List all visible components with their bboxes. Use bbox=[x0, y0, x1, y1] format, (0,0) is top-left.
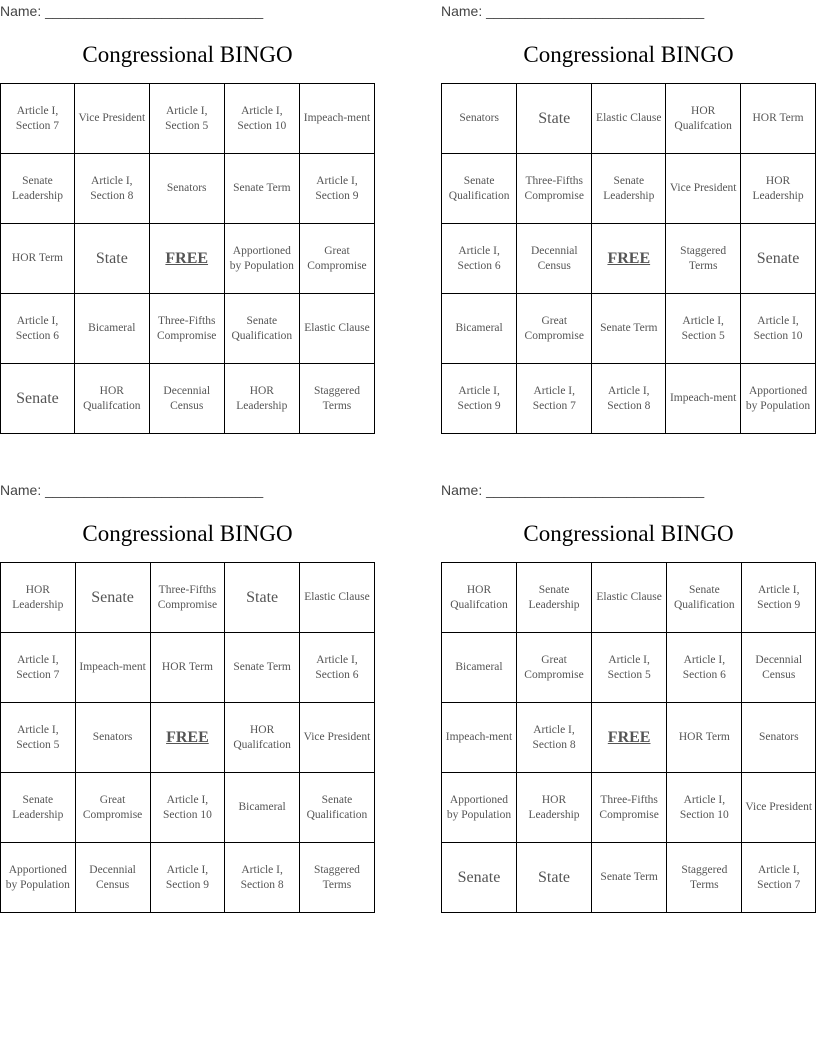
grid-row bbox=[1, 703, 375, 773]
bingo-cell: Senate bbox=[75, 563, 150, 633]
bingo-grid bbox=[441, 83, 816, 434]
bingo-cell: Senate bbox=[1, 364, 75, 434]
bingo-cell: Impeach-ment bbox=[299, 84, 374, 154]
grid-row bbox=[442, 563, 816, 633]
grid-row bbox=[1, 364, 375, 434]
bingo-cell: Impeach-ment bbox=[666, 364, 741, 434]
bingo-cell: Vice President bbox=[666, 154, 741, 224]
bingo-cell: Senators bbox=[149, 154, 224, 224]
bingo-card-3 bbox=[0, 479, 375, 914]
bingo-cell: Article I, Section 8 bbox=[592, 364, 666, 434]
bingo-cell: Impeach-ment bbox=[75, 633, 150, 703]
bingo-cell: Elastic Clause bbox=[592, 84, 666, 154]
name-field[interactable]: Name: ____________________________ bbox=[441, 482, 705, 498]
grid-row bbox=[1, 224, 375, 294]
bingo-cell: Senators bbox=[75, 703, 150, 773]
bingo-cell: Staggered Terms bbox=[299, 843, 374, 913]
free-space: FREE bbox=[592, 703, 667, 773]
bingo-cell: Article I, Section 5 bbox=[666, 294, 741, 364]
bingo-cell: HOR Leadership bbox=[516, 773, 591, 843]
card-title: Congressional BINGO bbox=[82, 42, 293, 67]
bingo-cell: Article I, Section 10 bbox=[667, 773, 742, 843]
bingo-cell: Article I, Section 8 bbox=[516, 703, 591, 773]
bingo-cell: Great Compromise bbox=[516, 633, 591, 703]
bingo-cell: Article I, Section 5 bbox=[592, 633, 667, 703]
bingo-cell: Article I, Section 10 bbox=[150, 773, 225, 843]
bingo-cell: Article I, Section 7 bbox=[517, 364, 592, 434]
bingo-cell: Three-Fifths Compromise bbox=[517, 154, 592, 224]
bingo-cell: Elastic Clause bbox=[592, 563, 667, 633]
bingo-cell: State bbox=[225, 563, 300, 633]
grid-row bbox=[442, 154, 816, 224]
bingo-cell: HOR Term bbox=[667, 703, 742, 773]
bingo-cell: HOR Term bbox=[150, 633, 225, 703]
bingo-cell: Decennial Census bbox=[742, 633, 816, 703]
bingo-cell: Senate Qualification bbox=[442, 154, 517, 224]
bingo-cell: Article I, Section 10 bbox=[741, 294, 816, 364]
bingo-cell: Senate Term bbox=[225, 633, 300, 703]
bingo-cell: Senate Leadership bbox=[592, 154, 666, 224]
bingo-cell: Three-Fifths Compromise bbox=[150, 563, 225, 633]
bingo-cell: Senate Leadership bbox=[516, 563, 591, 633]
bingo-cell: Decennial Census bbox=[149, 364, 224, 434]
bingo-cell: State bbox=[516, 843, 591, 913]
bingo-cell: HOR Term bbox=[1, 224, 75, 294]
bingo-cell: Senate Leadership bbox=[1, 773, 76, 843]
bingo-cell: Article I, Section 5 bbox=[1, 703, 76, 773]
bingo-cell: Bicameral bbox=[74, 294, 149, 364]
bingo-cell: Article I, Section 7 bbox=[1, 84, 75, 154]
free-space: FREE bbox=[149, 224, 224, 294]
bingo-cell: State bbox=[517, 84, 592, 154]
bingo-cell: Senate Leadership bbox=[1, 154, 75, 224]
bingo-cell: HOR Leadership bbox=[224, 364, 299, 434]
bingo-cell: HOR Qualifcation bbox=[666, 84, 741, 154]
grid-row bbox=[1, 633, 375, 703]
grid-row bbox=[442, 773, 816, 843]
bingo-cell: Senate bbox=[741, 224, 816, 294]
bingo-cell: State bbox=[74, 224, 149, 294]
grid-row bbox=[442, 703, 816, 773]
bingo-cell: Article I, Section 7 bbox=[1, 633, 76, 703]
bingo-cell: Senate Term bbox=[592, 294, 666, 364]
bingo-cell: Article I, Section 9 bbox=[150, 843, 225, 913]
bingo-cell: Staggered Terms bbox=[299, 364, 374, 434]
bingo-cell: Three-Fifths Compromise bbox=[592, 773, 667, 843]
bingo-cell: Elastic Clause bbox=[299, 563, 374, 633]
grid-row bbox=[442, 364, 816, 434]
bingo-cell: Decennial Census bbox=[75, 843, 150, 913]
bingo-cell: Senators bbox=[742, 703, 816, 773]
bingo-cell: Apportioned by Population bbox=[442, 773, 517, 843]
bingo-cell: Senate Term bbox=[224, 154, 299, 224]
free-space: FREE bbox=[592, 224, 666, 294]
bingo-cell: HOR Leadership bbox=[1, 563, 76, 633]
bingo-cell: Article I, Section 6 bbox=[1, 294, 75, 364]
bingo-cell: Great Compromise bbox=[517, 294, 592, 364]
bingo-cell: Staggered Terms bbox=[666, 224, 741, 294]
bingo-cell: Article I, Section 10 bbox=[224, 84, 299, 154]
bingo-cell: Senate bbox=[442, 843, 517, 913]
bingo-cell: Bicameral bbox=[442, 633, 517, 703]
grid-row bbox=[1, 843, 375, 913]
bingo-cell: Bicameral bbox=[225, 773, 300, 843]
bingo-cell: Article I, Section 9 bbox=[442, 364, 517, 434]
grid-row bbox=[442, 84, 816, 154]
bingo-cell: Article I, Section 6 bbox=[667, 633, 742, 703]
bingo-grid bbox=[441, 562, 816, 913]
name-field[interactable]: Name: ____________________________ bbox=[0, 3, 264, 19]
bingo-cell: Vice President bbox=[74, 84, 149, 154]
bingo-cell: Great Compromise bbox=[299, 224, 374, 294]
bingo-cell: Apportioned by Population bbox=[741, 364, 816, 434]
bingo-cell: Senators bbox=[442, 84, 517, 154]
bingo-cell: Article I, Section 8 bbox=[225, 843, 300, 913]
card-title: Congressional BINGO bbox=[82, 521, 293, 546]
bingo-cell: Apportioned by Population bbox=[1, 843, 76, 913]
bingo-card-2 bbox=[441, 0, 816, 435]
grid-row bbox=[442, 224, 816, 294]
grid-row bbox=[1, 84, 375, 154]
bingo-cell: HOR Qualifcation bbox=[225, 703, 300, 773]
bingo-cell: Senate Qualification bbox=[224, 294, 299, 364]
grid-row bbox=[1, 563, 375, 633]
bingo-cell: Article I, Section 9 bbox=[299, 154, 374, 224]
bingo-cell: Article I, Section 5 bbox=[149, 84, 224, 154]
bingo-grid bbox=[0, 83, 375, 434]
grid-row bbox=[442, 294, 816, 364]
grid-row bbox=[442, 633, 816, 703]
bingo-cell: HOR Term bbox=[741, 84, 816, 154]
bingo-cell: Bicameral bbox=[442, 294, 517, 364]
bingo-cell: Three-Fifths Compromise bbox=[149, 294, 224, 364]
bingo-cell: Article I, Section 8 bbox=[74, 154, 149, 224]
bingo-cell: Staggered Terms bbox=[667, 843, 742, 913]
bingo-cell: Great Compromise bbox=[75, 773, 150, 843]
bingo-cell: Senate Qualification bbox=[667, 563, 742, 633]
bingo-cell: HOR Qualifcation bbox=[442, 563, 517, 633]
bingo-card-4 bbox=[441, 479, 816, 914]
free-space: FREE bbox=[150, 703, 225, 773]
bingo-cell: Article I, Section 6 bbox=[442, 224, 517, 294]
bingo-grid bbox=[0, 562, 375, 913]
bingo-cell: Senate Qualification bbox=[299, 773, 374, 843]
bingo-cell: HOR Qualifcation bbox=[74, 364, 149, 434]
bingo-cell: Article I, Section 7 bbox=[742, 843, 816, 913]
bingo-cell: Elastic Clause bbox=[299, 294, 374, 364]
bingo-card-1 bbox=[0, 0, 375, 435]
bingo-cell: Article I, Section 6 bbox=[299, 633, 374, 703]
bingo-cell: Apportioned by Population bbox=[224, 224, 299, 294]
grid-row bbox=[1, 773, 375, 843]
card-title: Congressional BINGO bbox=[523, 42, 734, 67]
name-field[interactable]: Name: ____________________________ bbox=[441, 3, 705, 19]
grid-row bbox=[1, 294, 375, 364]
name-field[interactable]: Name: ____________________________ bbox=[0, 482, 264, 498]
bingo-cell: Decennial Census bbox=[517, 224, 592, 294]
grid-row bbox=[1, 154, 375, 224]
bingo-cell: Impeach-ment bbox=[442, 703, 517, 773]
bingo-cell: Vice President bbox=[742, 773, 816, 843]
grid-row bbox=[442, 843, 816, 913]
bingo-cell: Article I, Section 9 bbox=[742, 563, 816, 633]
bingo-cell: Senate Term bbox=[592, 843, 667, 913]
card-title: Congressional BINGO bbox=[523, 521, 734, 546]
bingo-cell: Vice President bbox=[299, 703, 374, 773]
bingo-cell: HOR Leadership bbox=[741, 154, 816, 224]
